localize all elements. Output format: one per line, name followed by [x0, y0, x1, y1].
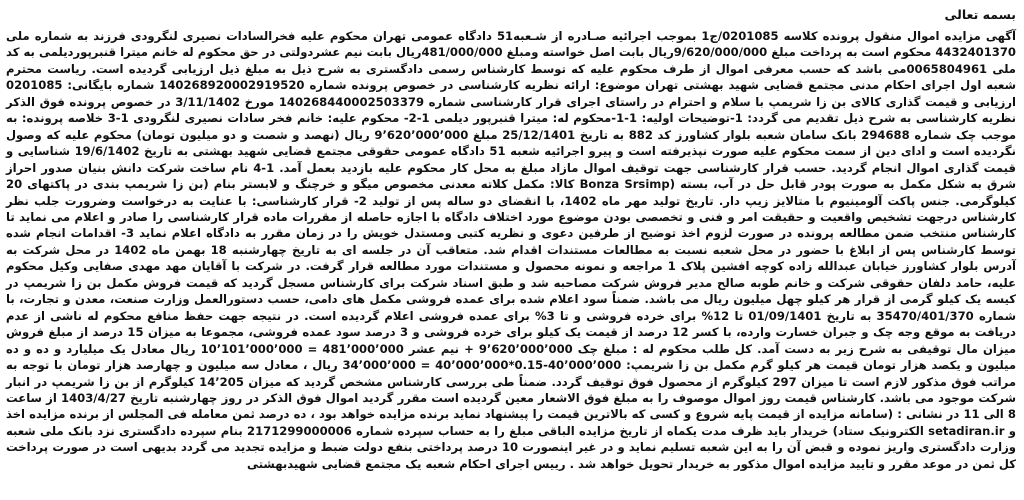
- notice-body-text: آگهی مزایده اموال منقول پرونده کلاسه 0201085/ج1 بموجب اجرائیه صـادره از شـعبه51 دادگاه عمومی تهران محکوم علیه فخرالسادات نصیری لنگرودی فرزند به شماره ملی 4432401370 محکوم است به پرداخت مبلغ 9/620/000/000ریال بابت اصل خواسته ومبلغ 481/000/000ریال بابت نیم عشردولتی در حق محکوم له خانم میترا قنبرپوردیلمی به کد ملی 0065804961می باشد که حسب معرفی اموال از طرف محکوم علیه که توسط کارشناس رسمی دادگستری به شرح ذیل به مبلغ ذیل ارزیابی گردیده است. ریاست محترم شعبه اول اجرای احکام مدنی مجتمع قضایی شهید بهشتی تهران موضوع: ارائه نظریه کارشناسی در خصوص پرونده شماره 140268920002919520 شماره بایگانی: 0201085 ارزیابی و قیمت گذاری کالای بن زا شریمپ با سلام و احترام در راستای اجرای قرار کارشناسی شماره 140268440002503379 مورخ 3/11/1402 در خصوص پرونده فوق الذکر نظریه کارشناسی به شرح ذیل تقدیم می گردد: 1-توضیحات اولیه: 1-1-محکوم له: میترا قنبرپور دیلمی 1-2- محکوم علیه: خانم فخر سادات نصیری لنگرودی 1-3 خلاصه پرونده: به موجب چک شماره 294688 بانک سامان شعبه بلوار کشاورز کد 882 به تاریخ 25/12/1401 مبلغ 9٬620٬000٬000 ریال (نهصد و شصت و دو میلیون تومان) محکوم علیه که وصول نگردیده است و ادای دین از سمت محکوم علیه صورت نپذیرفته است و پیرو اجرائیه شعبه 51 دادگاه عمومی حقوقی مجتمع قضایی شهید بهشتی به تاریخ 19/6/1402 شناسایی و قیمت گذاری اموال انجام گردید. حسب قرار کارشناسی جهت توقیف اموال مازاد مبلغ به محل کار محکوم علیه بازدید بعمل آمد. 1-4 نام ساخت شرکت دانش بنیان صدور احراز شرق به شکل مکمل به صورت پودر قابل حل در آب، بسته (Bonza Srsimp کالا: مکمل کلاته معدنی مخصوص میگو و خرچنگ و لابستر بنام (بن زا شریمپ بندی در پاکتهای 20 کیلوگرمی. جنس پاکت آلومینیوم با متالایز زیپ دار. تاریخ تولید مهر ماه 1402، با انقضای دو ساله پس از تولید 2- قرار کارشناسی: با عنایت به درخواست وضرورت جلب نظر کارشناس درجهت تشخیص واقعیت و حقیقت امر و فنی و تخصصی بودن موضوع مورد اختلاف دادگاه با اجازه حاصله از مقررات ماده قرار کارشناسی را صادر و اعلام می نماید تا کارشناس منتخب ضمن مطالعه پرونده در صورت لزوم اخذ توضیح از طرفین دعوی و نظریه کتبی ومستدل خویش را در زمان مقرر به دادگاه اعلام نماید 3- اقدامات انجام شده توسط کارشناس پس از ابلاغ با حضور در محل شعبه نسبت به مطالعات مستندات اقدام شد. متعاقب آن در جلسه ای به تاریخ چهارشنبه 18 بهمن ماه 1402 در محل شرکت به آدرس بلوار کشاورز خیابان عبدالله زاده کوچه افشین پلاک 1 مراجعه و نمونه محصول و مستندات مورد مطالعه قرار گرفت. در شرکت با آقایان مهد مهدی صفایی وکیل محکوم علیه، حامد دلفان حقوقی شرکت و خانم طوبه صالح مدیر فروش شرکت مصاحبه شد و طبق اسناد شرکت برای کارشناس مسجل گردید که قیمت فروش مکمل بن زا شریمپ در کیسه یک کیلو گرمی از قرار هر کیلو چهل میلیون ریال می باشد. ضمناً سود اعلام شده برای عمده فروشی مکمل های دامی، حسب دستورالعمل وزارت صنعت، معدن و تجارت، با شماره 35470/401/370 به تاریخ 01/09/1401 تا 12% برای خرده فروشی و تا 3% برای عمده فروشی اعلام گردیده است. در نتیجه جهت حفظ منافع محکوم له ناشی از عدم دریافت به موقع وجه چک و جبران خسارت وارده، با کسر 12 درصد از قیمت یک کیلو برای خرده فروشی و 3 درصد سود عمده فروشی، مجموعا به میزان 15 درصد از مبلغ فروش میزان مال توقیفی به شرح زیر به دست آمد. کل طلب محکوم له : مبلغ چک 9٬620٬000٬000 + نیم عشر 481٬000٬000 = 10٬101٬000٬000 ریال معادل یک میلیارد و ده و ده میلیون و یکصد هزار تومان قیمت هر کیلو گرم مکمل بن زا شریمپ: 40٬000٬000-0.15*40٬000٬000 = 34٬000٬000 ریال ، معادل سه میلیون و چهارصد هزار تومان با توجه به مراتب فوق مذکور لازم است تا میزان 297 کیلوگرم از محصول فوق توقیف گردد. ضمناً طی بررسی کارشناس مشخص گردید که میزان 14٬205 کیلوگرم از بن زا شریمپ در انبار شرکت موجود می باشد. کارشناس قیمت روز اموال موصوف را به مبلغ فوق الاشعار معین گردیده است مقرر گردید اموال فوق الذکر در روز چهارشنبه تاریخ 1403/4/27 از ساعت 8 الی 11 در نشانی : (سامانه مزایده از قیمت پایه شروع و کسی که بالاترین قیمت را پیشنهاد نماید برنده مزایده خواهد بود ، ده درصد ثمن معامله فی المجلس از برنده مزایده اخذ و setadiran.ir الکترونیک ستاد) خریدار باید ظرف مدت یکماه از تاریخ مزایده الباقی مبلغ را به حساب سپرده شماره 2171299000006 بنام سپرده دادگستری نزد بانک ملی شعبه وزارت دادگستری واریز نموده و قبض آن را به این شعبه تسلیم نماید و در غیر اینصورت 10 درصد پرداختی بنفع دولت ضبط و مزایده تجدید می گردد بدیهی است در صورت پرداخت کل ثمن در موعد مقرر و تایید مزایده اموال مذکور به خریدار تحویل خواهد شد . رییس اجرای احکام شعبه یک مجتمع قضایی شهیدبهشتی: [6, 29, 1017, 471]
- document-heading: بسمه تعالی: [944, 7, 1016, 22]
- auction-notice: [6, 6, 1016, 496]
